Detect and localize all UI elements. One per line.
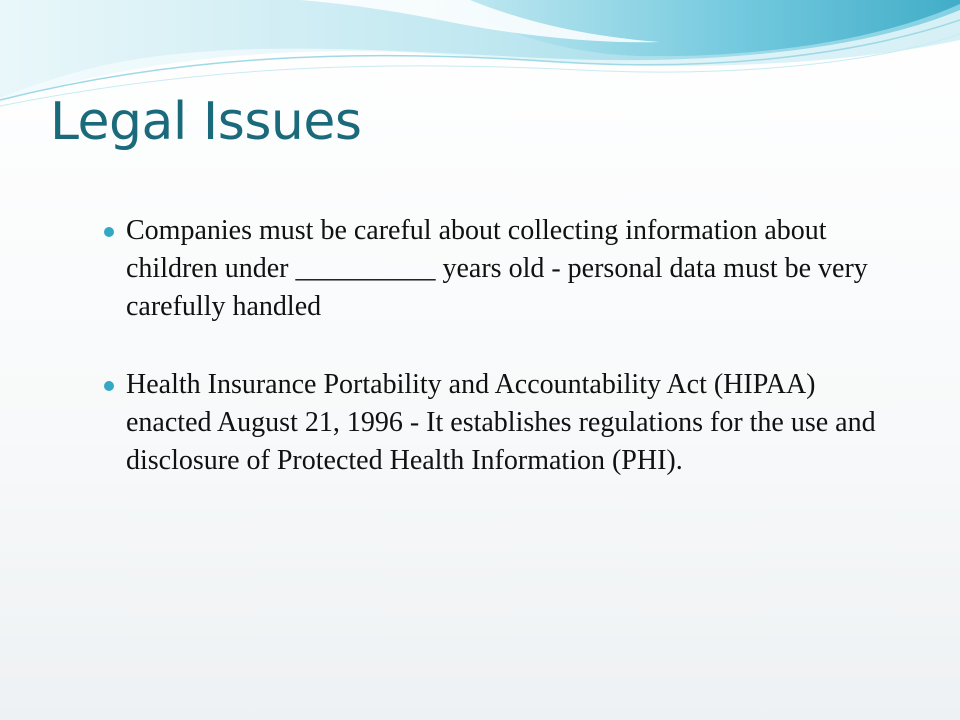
bullet-dot-icon [104, 227, 114, 237]
bullet-text: Health Insurance Portability and Accountability Act (HIPAA) enacted August 21, 1996 - It establishes regulations for the use and disclosure of Protected Health Information (PHI). [126, 369, 876, 476]
bullet-item [104, 212, 904, 326]
bullet-dot-icon [104, 381, 114, 391]
bullet-text: Companies must be careful about collecting information about children under __________ years old - personal data must be very carefully handled [126, 215, 868, 322]
slide-title: Legal Issues [50, 92, 362, 152]
bullet-item [104, 366, 904, 480]
bullet-list [104, 212, 904, 480]
